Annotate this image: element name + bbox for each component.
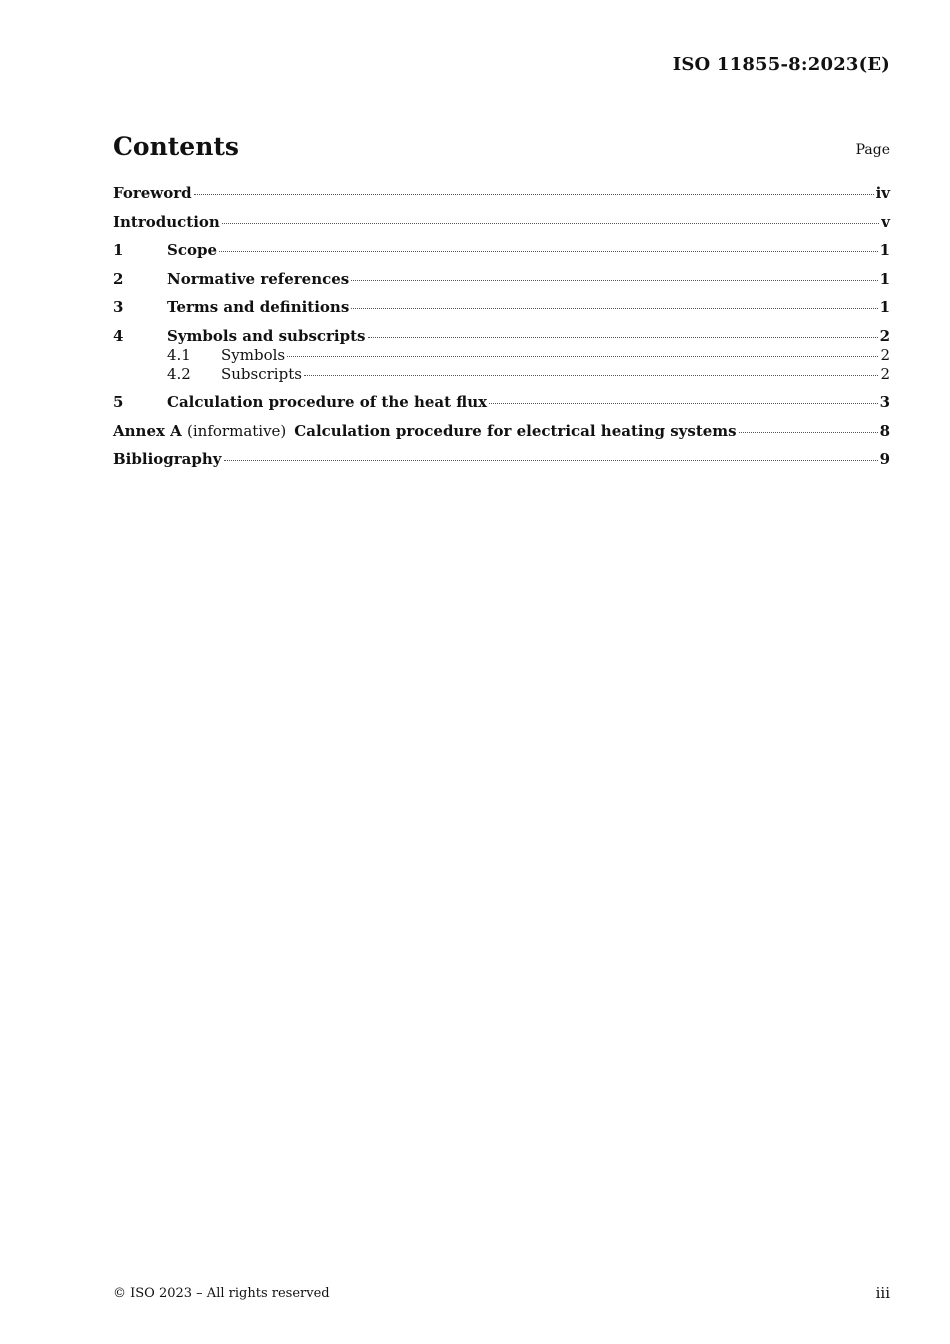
toc-entry-page: 9 [879, 450, 890, 468]
dot-leader [304, 375, 879, 376]
footer-copyright: © ISO 2023 – All rights reserved [113, 1286, 330, 1301]
toc-entry-page: v [881, 212, 890, 231]
toc-entry-calculation-procedure[interactable] [113, 393, 890, 412]
toc-entry-number: 1 [113, 241, 124, 259]
page-column-label: Page [855, 142, 890, 158]
toc-entry-title: Calculation procedure of the heat flux [167, 393, 488, 411]
dot-leader [351, 280, 877, 281]
toc-entry-scope[interactable] [113, 241, 890, 260]
footer-page-number: iii [875, 1284, 890, 1302]
toc-entry-title: Introduction [113, 212, 220, 231]
toc-entry-introduction[interactable] [113, 213, 890, 232]
toc-entry-title: Symbols and subscripts [167, 326, 366, 345]
toc-entry-number: 3 [113, 298, 124, 316]
toc-entry-title: Symbols [221, 345, 286, 364]
toc-entry-title: Terms and definitions [167, 298, 350, 316]
toc-entry-number: 2 [113, 269, 124, 288]
toc-entry-title: Normative references [167, 269, 350, 288]
annex-label: Annex A [113, 421, 182, 440]
toc-entry-number: 4.2 [167, 364, 191, 383]
toc-entry-page: 8 [879, 421, 890, 440]
toc-entry-number: 5 [113, 393, 124, 411]
dot-leader [739, 432, 878, 433]
dot-leader [194, 194, 874, 195]
toc-entry-subscripts[interactable] [113, 365, 890, 384]
dot-leader [351, 308, 877, 309]
toc-entry-number: 4.1 [167, 345, 191, 364]
dot-leader [489, 403, 878, 404]
toc-entry-symbols[interactable] [113, 346, 890, 365]
toc-entry-page: 1 [879, 269, 890, 288]
toc-entry-bibliography[interactable] [113, 450, 890, 469]
toc-entry-number: 4 [113, 326, 124, 345]
toc-entry-page: 1 [879, 241, 890, 259]
toc-entry-foreword[interactable] [113, 184, 890, 203]
toc-entry-title: Subscripts [221, 364, 302, 383]
toc-entry-title: Calculation procedure for electrical heating systems [294, 421, 737, 440]
toc-entry-page: 3 [879, 393, 890, 411]
dot-leader [368, 337, 878, 338]
toc-entry-page: 2 [879, 326, 890, 345]
toc-entry-title: Bibliography [113, 450, 222, 468]
table-of-contents [113, 184, 890, 469]
toc-entry-terms-and-definitions[interactable] [113, 298, 890, 317]
dot-leader [222, 223, 879, 224]
dot-leader [219, 251, 878, 252]
dot-leader [224, 460, 878, 461]
toc-entry-symbols-and-subscripts[interactable] [113, 327, 890, 346]
toc-entry-title: Foreword [113, 184, 192, 202]
toc-entry-page: 2 [880, 345, 890, 364]
annex-type: (informative) [187, 421, 287, 440]
document-id: ISO 11855-8:2023(E) [672, 54, 890, 75]
toc-entry-normative-references[interactable] [113, 270, 890, 289]
toc-entry-page: 1 [879, 298, 890, 316]
toc-entry-title: Scope [167, 241, 218, 259]
toc-entry-page: iv [875, 184, 890, 202]
dot-leader [287, 356, 878, 357]
contents-title: Contents [113, 132, 240, 161]
toc-entry-page: 2 [880, 364, 890, 383]
toc-entry-annex-a[interactable] [113, 422, 890, 441]
